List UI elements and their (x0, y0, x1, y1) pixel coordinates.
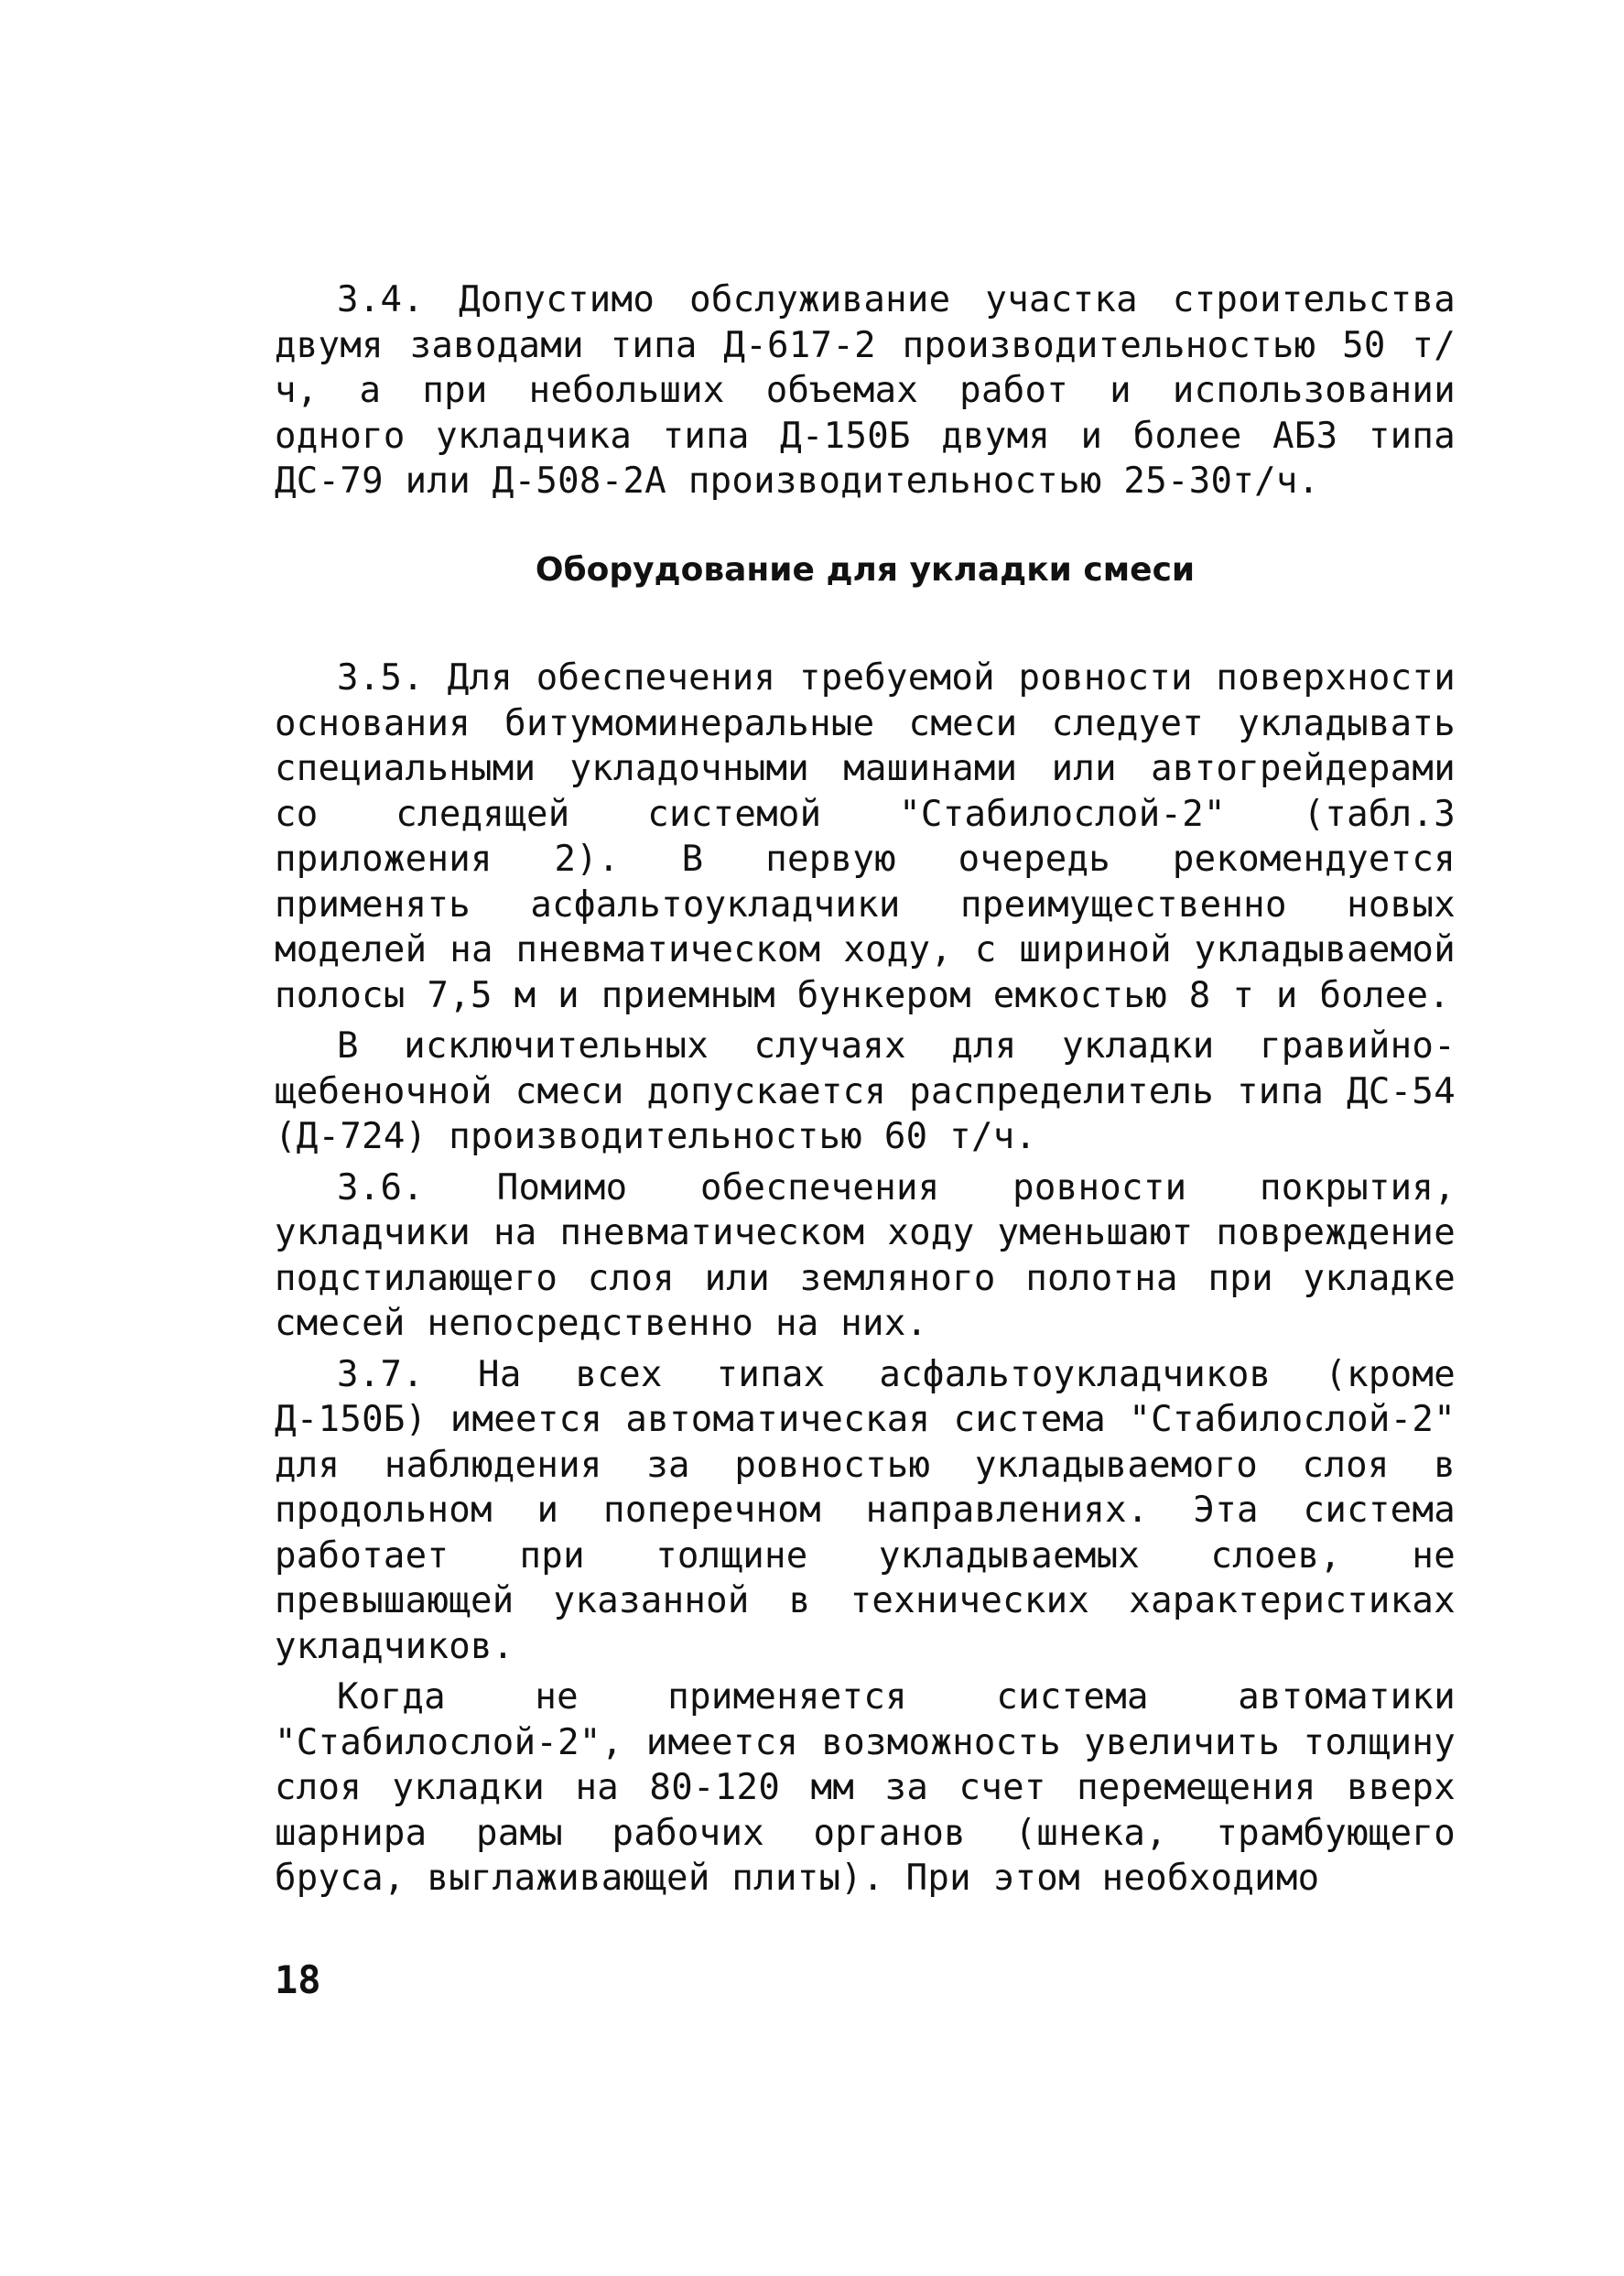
paragraph-3-5: 3.5. Для обеспечения требуемой ровности поверхности основания битумоминеральные смеси следует укладывать специальными укладочными машинами или автогрейдерами со следящей системой "Стабилослой-2" (табл.3 приложения 2). В первую очередь рекомендуется применять асфальтоукладчики преимущественно новых моделей на пневматическом ходу, с шириной укладываемой полосы 7,5 м и приемным бункером емкостью 8 т и более. (275, 657, 1456, 1016)
paragraph-3-5-exception: В исключительных случаях для укладки гравийно-щебеночной смеси допускается распределитель типа ДС-54 (Д-724) производительностью 60 т/ч. (275, 1025, 1456, 1157)
paragraph-3-7-note: Когда не применяется система автоматики "Стабилослой-2", имеется возможность увеличить толщину слоя укладки на 80-120 мм за счет перемещения вверх шарнира рамы рабочих органов (шнека, трамбующего бруса, выглаживающей плиты). При этом необходимо (275, 1676, 1456, 1899)
main-text-block (275, 656, 1456, 1902)
section-heading: Оборудование для укладки смеси (535, 551, 1196, 589)
paragraph-3-7: 3.7. На всех типах асфальтоукладчиков (кроме Д-150Б) имеется автоматическая система "Стабилослой-2" для наблюдения за ровностью укладываемого слоя в продольном и поперечном направлениях. Эта система работает при толщине укладываемых слоев, не превышающей указанной в технических характеристиках укладчиков. (275, 1353, 1456, 1667)
paragraph-3-4: 3.4. Допустимо обслуживание участка строительства двумя заводами типа Д-617-2 производительностью 50 т/ч, а при небольших объемах работ и использовании одного укладчика типа Д-150Б двумя и более АБЗ типа ДС-79 или Д-508-2А производительностью 25-30т/ч. (275, 279, 1456, 502)
paragraph-3-6: 3.6. Помимо обеспечения ровности покрытия, укладчики на пневматическом ходу уменьшают повреждение подстилающего слоя или земляного полотна при укладке смесей непосредственно на них. (275, 1166, 1456, 1344)
page-number: 18 (275, 1957, 321, 2002)
section-3-4-block (275, 277, 1456, 504)
